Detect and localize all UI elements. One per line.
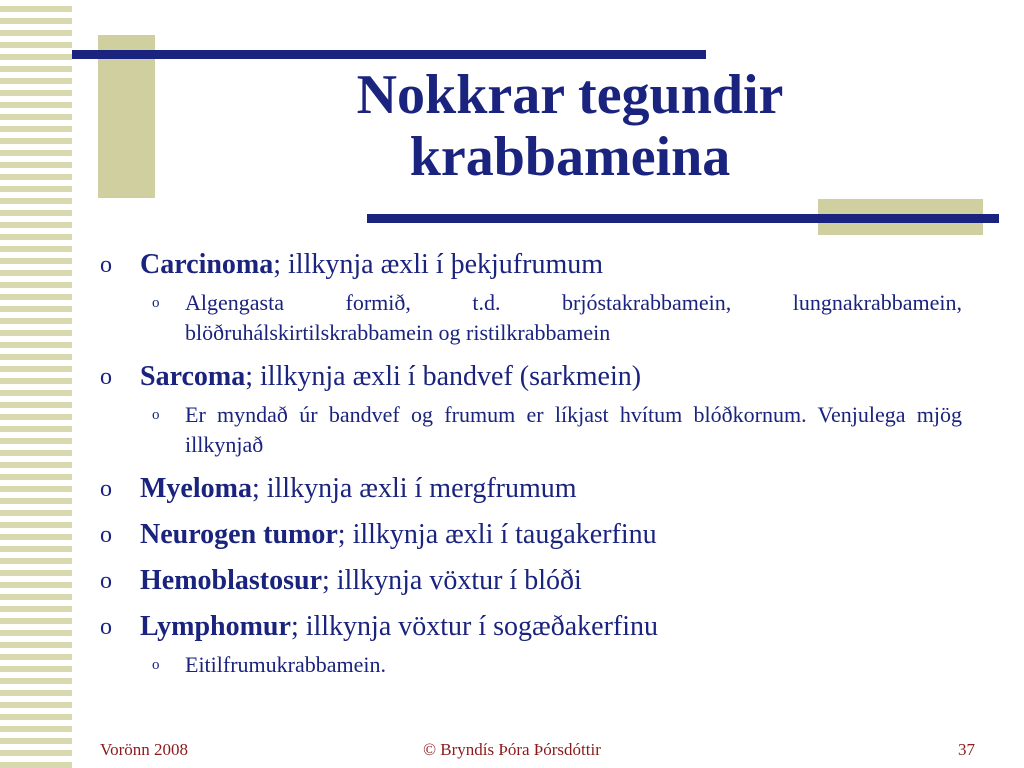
bullet-circle-icon: o bbox=[100, 614, 112, 640]
bullet-item-myeloma bbox=[100, 472, 962, 506]
bullet-text: ; illkynja æxli í mergfrumum bbox=[251, 473, 577, 504]
bullet-item-sarcoma bbox=[100, 360, 962, 394]
slide-footer bbox=[0, 740, 1024, 764]
bullet-item-carcinoma bbox=[100, 248, 962, 282]
bullet-text: ; illkynja vöxtur í sogæðakerfinu bbox=[290, 611, 658, 642]
bullet-circle-icon: o bbox=[100, 476, 112, 502]
slide-content bbox=[100, 248, 962, 692]
sub-bullet-circle-icon: o bbox=[152, 295, 160, 311]
left-stripe-decoration bbox=[0, 0, 72, 768]
slide-title bbox=[240, 64, 900, 188]
bullet-text: ; illkynja æxli í taugakerfinu bbox=[337, 519, 657, 550]
bullet-term: Hemoblastosur bbox=[140, 565, 322, 596]
title-line-1: Nokkrar tegundir bbox=[356, 64, 784, 126]
bullet-item-hemoblastosur bbox=[100, 564, 962, 598]
sub-bullet-item bbox=[100, 650, 962, 680]
navy-line-decoration-top bbox=[72, 50, 706, 59]
footer-author: © Bryndís Þóra Þórsdóttir bbox=[423, 740, 601, 759]
sub-bullet-text: Er myndað úr bandvef og frumum er líkjast hvítum blóðkornum. Venjulega mjög illkynjað bbox=[185, 402, 962, 457]
bullet-text: ; illkynja æxli í þekjufrumum bbox=[273, 249, 604, 280]
title-line-2: krabbameina bbox=[409, 126, 731, 188]
slide-number: 37 bbox=[958, 740, 975, 759]
bullet-term: Myeloma bbox=[140, 473, 252, 504]
bullet-circle-icon: o bbox=[100, 252, 112, 278]
bullet-term: Sarcoma bbox=[140, 361, 246, 392]
bullet-term: Carcinoma bbox=[140, 249, 274, 280]
bullet-item-neurogen-tumor bbox=[100, 518, 962, 552]
bullet-circle-icon: o bbox=[100, 522, 112, 548]
bullet-circle-icon: o bbox=[100, 568, 112, 594]
sub-bullet-item bbox=[100, 400, 962, 460]
bullet-term: Lymphomur bbox=[140, 611, 291, 642]
footer-date: Vorönn 2008 bbox=[100, 740, 188, 759]
bullet-item-lymphomur bbox=[100, 610, 962, 644]
sub-bullet-text: Algengasta formið, t.d. brjóstakrabbamein, lungnakrabbamein, blöðruhálskirtilskrabbamein og ristilkrabbamein bbox=[185, 290, 962, 345]
navy-line-decoration-bottom bbox=[367, 214, 999, 223]
bullet-text: ; illkynja æxli í bandvef (sarkmein) bbox=[245, 361, 642, 392]
bullet-circle-icon: o bbox=[100, 364, 112, 390]
sub-bullet-item bbox=[100, 288, 962, 348]
sub-bullet-circle-icon: o bbox=[152, 657, 160, 673]
sub-bullet-text: Eitilfrumukrabbamein. bbox=[185, 652, 386, 677]
sub-bullet-circle-icon: o bbox=[152, 407, 160, 423]
bullet-term: Neurogen tumor bbox=[140, 519, 338, 550]
bullet-text: ; illkynja vöxtur í blóði bbox=[322, 565, 582, 596]
olive-block-decoration-top bbox=[98, 35, 155, 198]
